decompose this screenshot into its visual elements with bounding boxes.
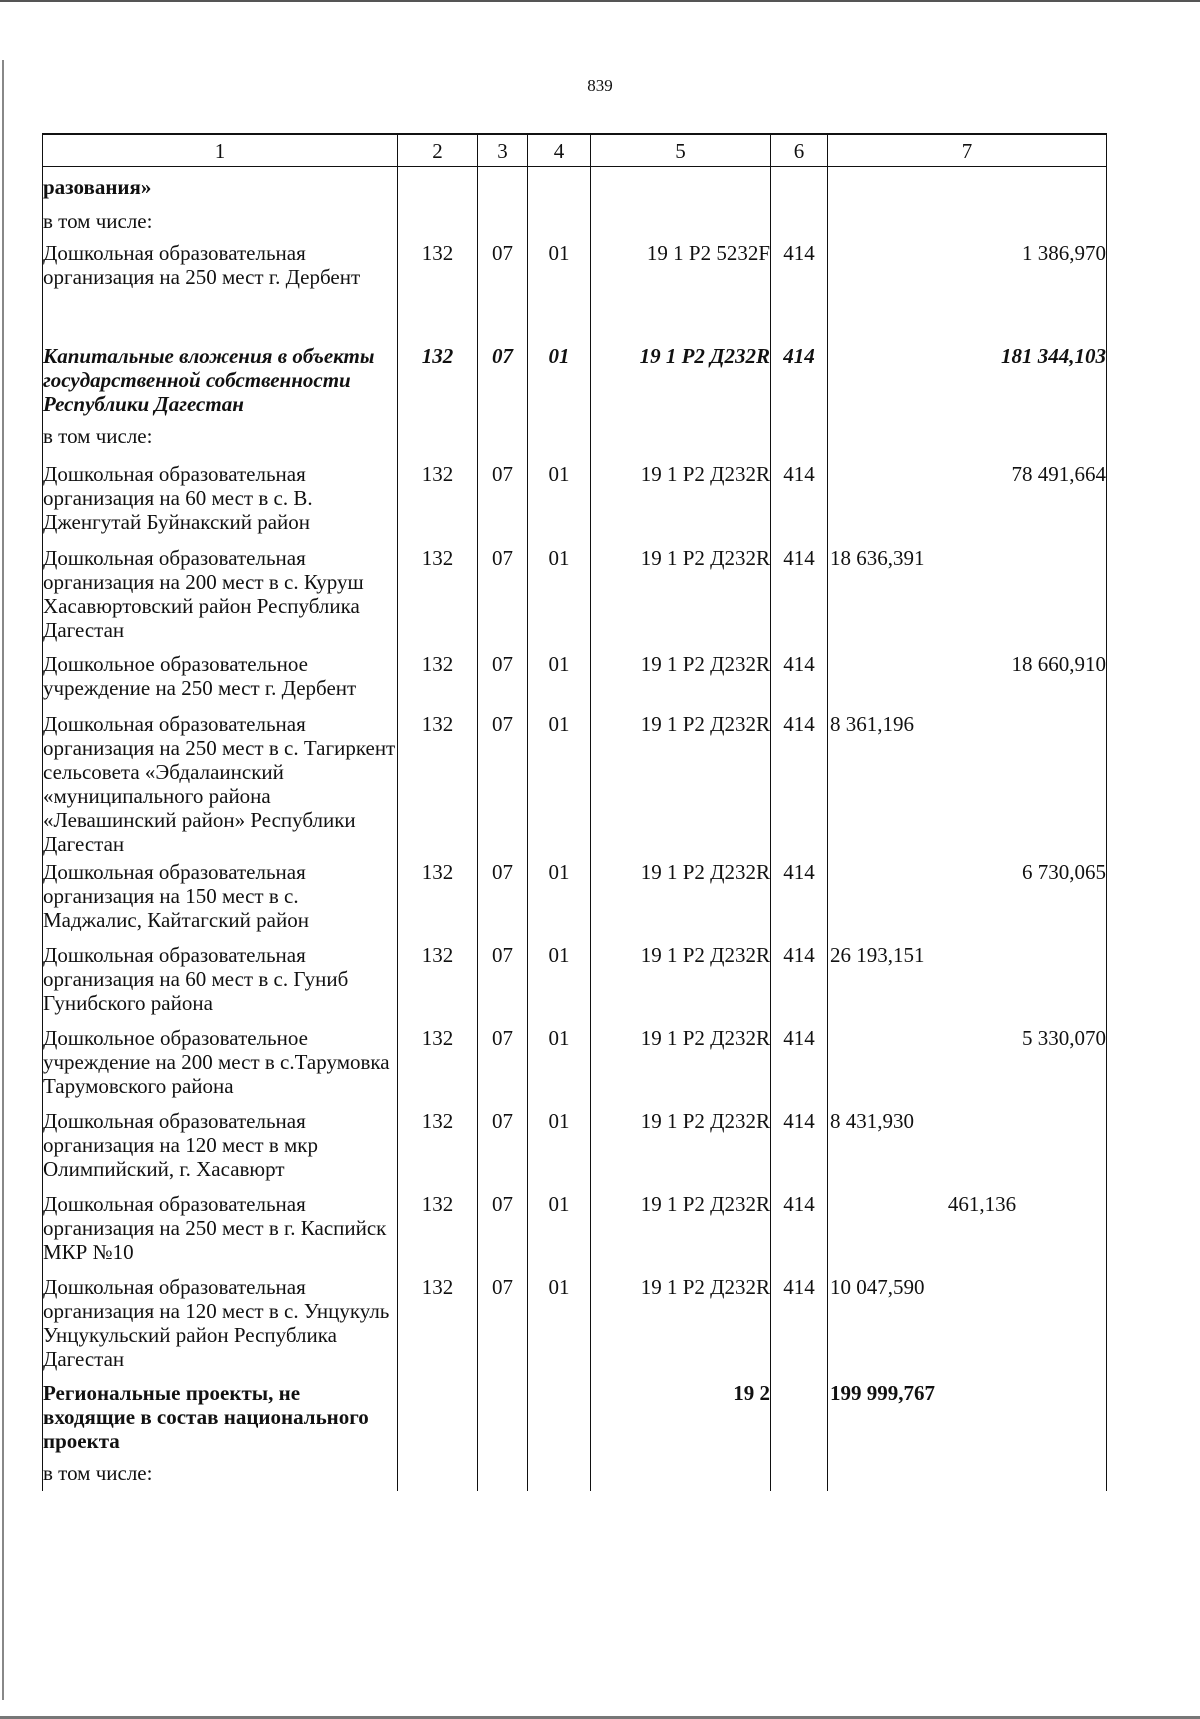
scan-edge-left (2, 60, 4, 1700)
row-name-cell: Дошкольная образовательная организация на 250 мест г. Дербент (43, 237, 398, 340)
target-article-cell (591, 205, 771, 237)
subsection-code-cell: 01 (528, 939, 591, 1022)
section-code-cell: 07 (478, 708, 528, 856)
table-row (43, 1377, 1107, 1457)
amount-cell: 461,136 (828, 1188, 1107, 1271)
target-article-cell: 19 1 Р2 Д232R (591, 1105, 771, 1188)
expense-type-cell: 414 (771, 1105, 828, 1188)
ministry-code-cell (398, 420, 478, 458)
target-article-cell: 19 1 Р2 Д232R (591, 542, 771, 648)
section-code-cell: 07 (478, 237, 528, 340)
amount-cell: 5 330,070 (828, 1022, 1107, 1105)
expense-type-cell: 414 (771, 856, 828, 939)
budget-table (42, 133, 1107, 1491)
table-row (43, 237, 1107, 340)
expense-type-cell (771, 205, 828, 237)
ministry-code-cell: 132 (398, 340, 478, 420)
expense-type-cell: 414 (771, 708, 828, 856)
expense-type-cell: 414 (771, 458, 828, 542)
section-code-cell (478, 1377, 528, 1457)
target-article-cell: 19 1 Р2 Д232R (591, 1188, 771, 1271)
subsection-code-cell (528, 1377, 591, 1457)
subsection-code-cell (528, 205, 591, 237)
row-name-cell: Дошкольное образовательное учреждение на 250 мест г. Дербент (43, 648, 398, 708)
ministry-code-cell: 132 (398, 458, 478, 542)
expense-type-cell (771, 1457, 828, 1491)
row-name-cell: Дошкольная образовательная организация на 120 мест в мкр Олимпийский, г. Хасавюрт (43, 1105, 398, 1188)
row-name-cell: разования» (43, 167, 398, 205)
section-code-cell (478, 420, 528, 458)
section-code-cell: 07 (478, 1105, 528, 1188)
section-code-cell: 07 (478, 340, 528, 420)
expense-type-cell: 414 (771, 340, 828, 420)
row-name-cell: в том числе: (43, 1457, 398, 1491)
table-row (43, 648, 1107, 708)
expense-type-cell: 414 (771, 237, 828, 340)
subsection-code-cell (528, 167, 591, 205)
section-code-cell: 07 (478, 939, 528, 1022)
column-header: 1 (43, 134, 398, 167)
column-header: 6 (771, 134, 828, 167)
amount-cell: 6 730,065 (828, 856, 1107, 939)
ministry-code-cell (398, 205, 478, 237)
subsection-code-cell (528, 420, 591, 458)
ministry-code-cell: 132 (398, 237, 478, 340)
table-row (43, 1105, 1107, 1188)
amount-cell (828, 420, 1107, 458)
column-header: 4 (528, 134, 591, 167)
ministry-code-cell: 132 (398, 648, 478, 708)
page-number: 839 (587, 76, 613, 95)
table-row (43, 856, 1107, 939)
section-code-cell: 07 (478, 856, 528, 939)
target-article-cell (591, 167, 771, 205)
row-name-cell: Дошкольная образовательная организация на 250 мест в г. Каспийск МКР №10 (43, 1188, 398, 1271)
target-article-cell: 19 1 Р2 Д232R (591, 1022, 771, 1105)
target-article-cell (591, 420, 771, 458)
expense-type-cell: 414 (771, 542, 828, 648)
section-code-cell: 07 (478, 648, 528, 708)
section-code-cell (478, 205, 528, 237)
expense-type-cell: 414 (771, 648, 828, 708)
amount-cell: 199 999,767 (828, 1377, 1107, 1457)
target-article-cell: 19 1 Р2 Д232R (591, 648, 771, 708)
subsection-code-cell: 01 (528, 856, 591, 939)
table-row (43, 205, 1107, 237)
expense-type-cell (771, 420, 828, 458)
row-name-cell: Капитальные вложения в объекты государственной собственности Республики Дагестан (43, 340, 398, 420)
ministry-code-cell (398, 1377, 478, 1457)
subsection-code-cell: 01 (528, 1271, 591, 1377)
subsection-code-cell: 01 (528, 648, 591, 708)
row-name-cell: Дошкольное образовательное учреждение на 200 мест в с.Тарумовка Тарумовского района (43, 1022, 398, 1105)
expense-type-cell (771, 1377, 828, 1457)
section-code-cell: 07 (478, 1022, 528, 1105)
subsection-code-cell: 01 (528, 708, 591, 856)
target-article-cell: 19 2 (591, 1377, 771, 1457)
ministry-code-cell (398, 1457, 478, 1491)
row-name-cell: Дошкольная образовательная организация на 250 мест в с. Тагиркент сельсовета «Эбдалаинский «муниципального района «Левашинский район» Республики Дагестан (43, 708, 398, 856)
row-name-cell: Дошкольная образовательная организация на 200 мест в с. Куруш Хасавюртовский район Республика Дагестан (43, 542, 398, 648)
target-article-cell: 19 1 Р2 Д232R (591, 458, 771, 542)
section-code-cell (478, 1457, 528, 1491)
row-name-cell: в том числе: (43, 420, 398, 458)
table-row (43, 708, 1107, 856)
column-header: 5 (591, 134, 771, 167)
amount-cell: 10 047,590 (828, 1271, 1107, 1377)
amount-cell: 78 491,664 (828, 458, 1107, 542)
column-header: 2 (398, 134, 478, 167)
subsection-code-cell: 01 (528, 542, 591, 648)
table-header-row (43, 134, 1107, 167)
row-name-cell: Дошкольная образовательная организация на 150 мест в с. Маджалис, Кайтагский район (43, 856, 398, 939)
row-name-cell: Дошкольная образовательная организация на 60 мест в с. В. Дженгутай Буйнакский район (43, 458, 398, 542)
amount-cell: 8 361,196 (828, 708, 1107, 856)
subsection-code-cell: 01 (528, 1022, 591, 1105)
section-code-cell: 07 (478, 458, 528, 542)
subsection-code-cell: 01 (528, 340, 591, 420)
subsection-code-cell: 01 (528, 1105, 591, 1188)
amount-cell: 18 636,391 (828, 542, 1107, 648)
subsection-code-cell: 01 (528, 458, 591, 542)
amount-cell (828, 167, 1107, 205)
table-row (43, 458, 1107, 542)
section-code-cell: 07 (478, 1271, 528, 1377)
expense-type-cell: 414 (771, 1022, 828, 1105)
expense-type-cell (771, 167, 828, 205)
target-article-cell: 19 1 Р2 Д232R (591, 856, 771, 939)
target-article-cell (591, 1457, 771, 1491)
subsection-code-cell (528, 1457, 591, 1491)
scan-edge-top (0, 0, 1200, 2)
table-row (43, 420, 1107, 458)
target-article-cell: 19 1 Р2 Д232R (591, 1271, 771, 1377)
ministry-code-cell: 132 (398, 1022, 478, 1105)
table-row (43, 167, 1107, 205)
column-header: 7 (828, 134, 1107, 167)
target-article-cell: 19 1 Р2 Д232R (591, 340, 771, 420)
column-header: 3 (478, 134, 528, 167)
target-article-cell: 19 1 Р2 Д232R (591, 939, 771, 1022)
target-article-cell: 19 1 Р2 5232F (591, 237, 771, 340)
ministry-code-cell: 132 (398, 708, 478, 856)
table-row (43, 939, 1107, 1022)
amount-cell (828, 1457, 1107, 1491)
ministry-code-cell (398, 167, 478, 205)
amount-cell: 26 193,151 (828, 939, 1107, 1022)
table-body (43, 167, 1107, 1491)
table-row (43, 1188, 1107, 1271)
amount-cell: 1 386,970 (828, 237, 1107, 340)
row-name-cell: Дошкольная образовательная организация на 120 мест в с. Унцукуль Унцукульский район Республика Дагестан (43, 1271, 398, 1377)
ministry-code-cell: 132 (398, 542, 478, 648)
amount-cell: 8 431,930 (828, 1105, 1107, 1188)
expense-type-cell: 414 (771, 1188, 828, 1271)
ministry-code-cell: 132 (398, 939, 478, 1022)
row-name-cell: в том числе: (43, 205, 398, 237)
amount-cell: 18 660,910 (828, 648, 1107, 708)
table-row (43, 1271, 1107, 1377)
ministry-code-cell: 132 (398, 1188, 478, 1271)
subsection-code-cell: 01 (528, 1188, 591, 1271)
table-row (43, 1457, 1107, 1491)
section-code-cell (478, 167, 528, 205)
ministry-code-cell: 132 (398, 1105, 478, 1188)
ministry-code-cell: 132 (398, 1271, 478, 1377)
section-code-cell: 07 (478, 1188, 528, 1271)
expense-type-cell: 414 (771, 1271, 828, 1377)
table-row (43, 1022, 1107, 1105)
expense-type-cell: 414 (771, 939, 828, 1022)
table-row (43, 542, 1107, 648)
ministry-code-cell: 132 (398, 856, 478, 939)
target-article-cell: 19 1 Р2 Д232R (591, 708, 771, 856)
table-row (43, 340, 1107, 420)
row-name-cell: Региональные проекты, не входящие в состав национального проекта (43, 1377, 398, 1457)
subsection-code-cell: 01 (528, 237, 591, 340)
amount-cell (828, 205, 1107, 237)
row-name-cell: Дошкольная образовательная организация на 60 мест в с. Гуниб Гунибского района (43, 939, 398, 1022)
amount-cell: 181 344,103 (828, 340, 1107, 420)
section-code-cell: 07 (478, 542, 528, 648)
